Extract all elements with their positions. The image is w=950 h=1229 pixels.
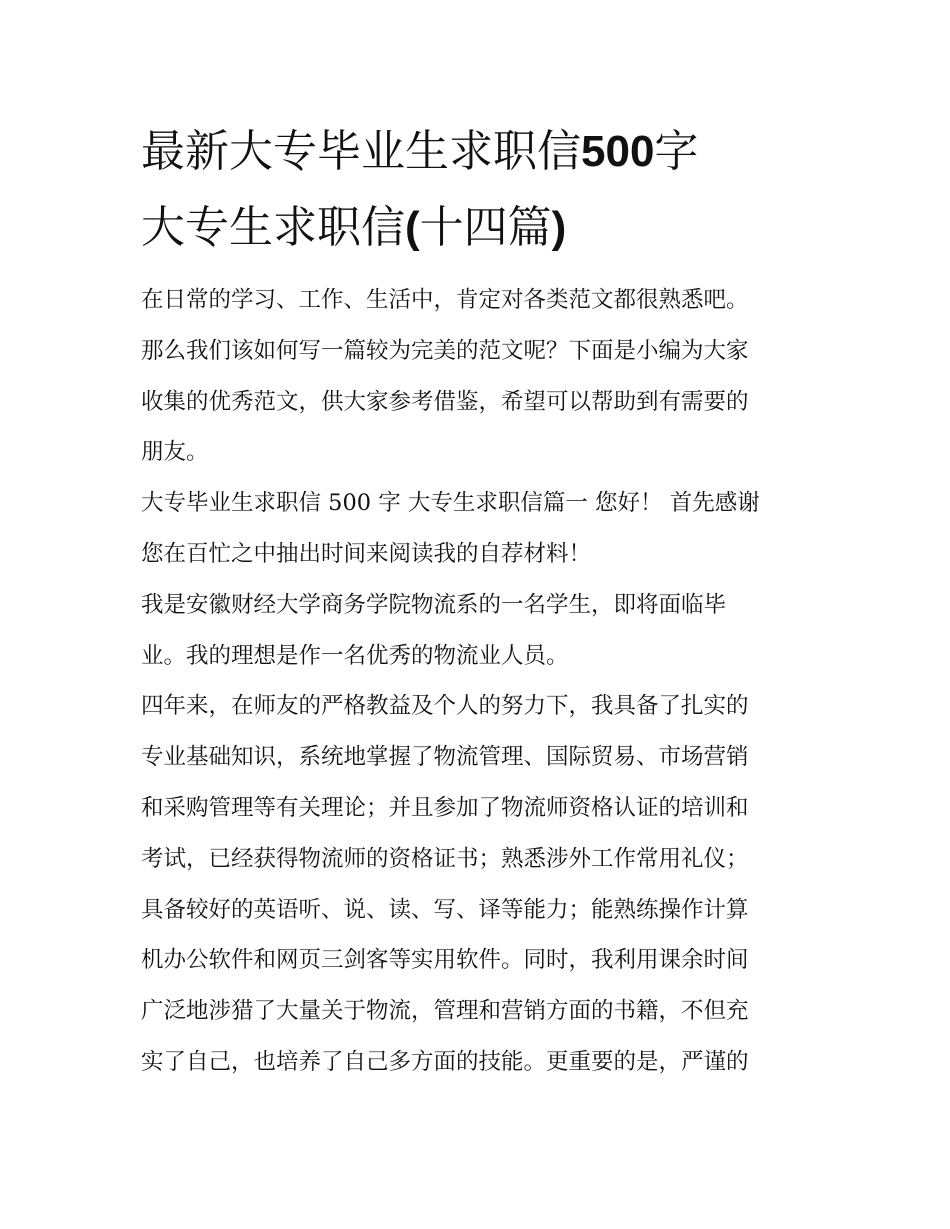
title-line-2 [141,190,831,266]
title-text: 十四篇 [419,202,552,253]
body-line: 专业基础知识，系统地掌握了物流管理、国际贸易、市场营销 [141,744,749,771]
body-line: 广泛地涉猎了大量关于物流，管理和营销方面的书籍，不但充 [141,998,749,1025]
body-line: 四年来，在师友的严格教益及个人的努力下，我具备了扎实的 [141,693,749,720]
title-text: 最新大专毕业生求职信 [141,126,581,177]
body-line: 业。我的理想是作一名优秀的物流业人员。 [141,642,569,669]
body-line: 我是安徽财经大学商务学院物流系的一名学生，即将面临毕 [141,591,727,618]
body-line: 在日常的学习、工作、生活中，肯定对各类范文都很熟悉吧。 [141,287,749,313]
body-line: 考试，已经获得物流师的资格证书；熟悉涉外工作常用礼仪； [141,845,749,872]
title-line-1 [141,114,831,190]
body-line: 实了自己，也培养了自己多方面的技能。更重要的是，严谨的 [141,1048,749,1075]
title-text: 大专生求职信 [141,202,405,253]
body-line: 您在百忙之中抽出时间来阅读我的自荐材料！ [141,540,592,567]
title-number: 500 [581,127,655,176]
body-line: 收集的优秀范文，供大家参考借鉴，希望可以帮助到有需要的 [141,388,749,415]
body-line: 具备较好的英语听、说、读、写、译等能力；能熟练操作计算 [141,896,749,923]
document-title [141,114,831,266]
title-text: 字 [654,126,699,177]
title-paren-open: ( [405,203,420,252]
body-line: 朋友。 [141,439,209,466]
title-paren-close: ) [551,203,567,252]
body-line: 和采购管理等有关理论；并且参加了物流师资格认证的培训和 [141,794,749,821]
body-line: 大专毕业生求职信 500 字 大专生求职信篇一 您好！ 首先感谢 [141,490,760,517]
body-line: 机办公软件和网页三剑客等实用软件。同时，我利用课余时间 [141,947,749,974]
body-line: 那么我们该如何写一篇较为完美的范文呢？下面是小编为大家 [141,337,749,364]
document-body [141,283,831,1096]
